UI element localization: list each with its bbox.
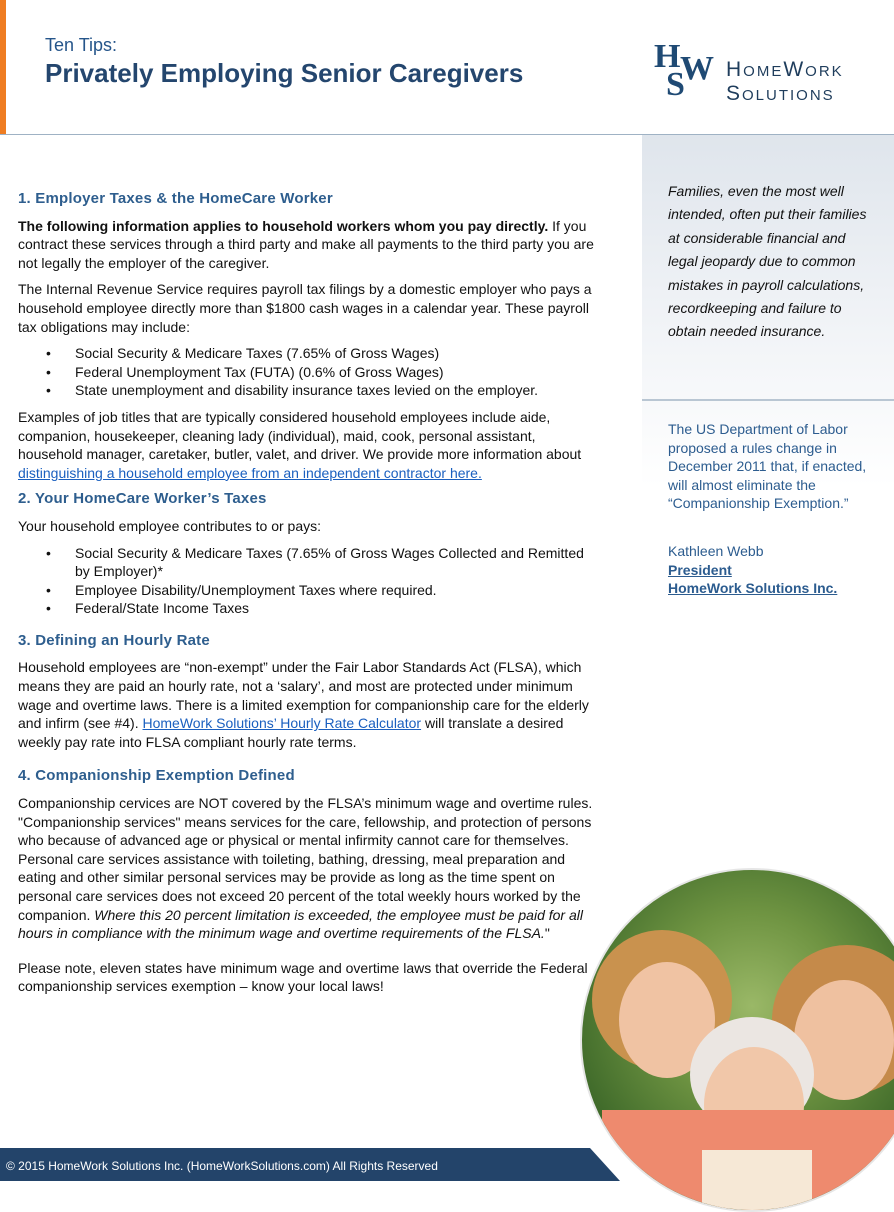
paragraph — [18, 794, 598, 943]
list-item: • Federal Unemployment Tax (FUTA) (0.6% of Gross Wages) — [18, 363, 598, 382]
paragraph — [18, 658, 598, 751]
paragraph-text: will translate a desired weekly pay rate into FLSA compliant hourly rate terms. — [18, 715, 564, 750]
paragraph — [18, 408, 598, 482]
sidebar-author-name: Kathleen Webb — [668, 543, 764, 559]
paragraph — [18, 217, 598, 273]
section-hourly-rate — [18, 632, 598, 752]
sidebar-quote: Families, even the most well intended, often put their families at considerable financial and legal jeopardy due to common mistakes in payroll calculations, recordkeeping and failure to obtain needed insurance. — [668, 183, 867, 340]
section-heading: 3. Defining an Hourly Rate — [18, 631, 210, 649]
paragraph-text: If you contract these services through a third party and make all payments to the third party you are not legally the employer of the caregiver. — [18, 217, 594, 271]
paragraph-text: Companionship cervices are NOT covered by the FLSA’s minimum wage and overtime rules. "Companionship services" means services for the care, fellowship, and protection of persons who because of advanced age or physical or mental infirmity cannot care for themselves. Personal care services assistance with toileting, bathing, dressing, meal preparation and eating and other similar personal services may be provide as long as the time spent on personal care services does not exceed 20 percent of the total weekly hours worked by the companion. — [18, 795, 593, 923]
section-heading: 1. Employer Taxes & the HomeCare Worker — [18, 190, 333, 207]
italic-text: Where this 20 percent limitation is exceeded, the employee must be paid for all hours in compliance with the minimum wage and overtime requirements of the FLSA. — [18, 906, 583, 942]
list-item: • Social Security & Medicare Taxes (7.65% of Gross Wages) — [18, 344, 598, 363]
paragraph-text: Household employees are “non-exempt” under the Fair Labor Standards Act (FLSA), which means they are paid an hourly rate, not a ‘salary’, and most are protected under minimum wage and overtime laws. There is a limited exemption for companionship care for the elderly and infirm (see #4). — [18, 659, 589, 732]
contractor-info-link[interactable]: distinguishing a household employee from an independent contractor here. — [18, 464, 482, 481]
bullet-list — [18, 544, 598, 618]
section-heading: 4. Companionship Exemption Defined — [18, 767, 295, 785]
seniors-photo — [580, 868, 894, 1212]
main-content — [18, 190, 598, 1004]
copyright-text: © 2015 HomeWork Solutions Inc. (HomeWorkSolutions.com) All Rights Reserved — [6, 1159, 438, 1173]
logo-letter-w: W — [680, 50, 714, 87]
orange-accent-bar — [0, 0, 6, 134]
paragraph-text: Examples of job titles that are typically considered household employees include aide, companion, housekeeper, cleaning lady (individual), maid, cook, personal assistant, household manager, caretaker, butler, valet, and driver. We provide more information about — [18, 408, 582, 463]
paragraph: Your household employee contributes to or pays: — [18, 517, 322, 534]
logo-line-2: Solutions — [726, 82, 835, 105]
list-item: • Employee Disability/Unemployment Taxes where required. — [18, 581, 598, 600]
sidebar-author-role[interactable]: President — [668, 562, 732, 578]
homework-solutions-logo — [652, 40, 872, 104]
sidebar-author-company[interactable]: HomeWork Solutions Inc. — [668, 580, 838, 596]
logo-wordmark — [726, 58, 844, 106]
sidebar-note: The US Department of Labor proposed a rules change in December 2011 that, if enacted, will almost eliminate the “Companionship Exemption.” — [668, 421, 867, 512]
paragraph: The Internal Revenue Service requires payroll tax filings by a domestic employer who pays a household employee directly more than $1800 cash wages in a calendar year. These payroll tax obligations may include: — [18, 281, 592, 335]
page-title: Privately Employing Senior Caregivers — [45, 58, 524, 88]
section-employer-taxes — [18, 190, 598, 482]
logo-letter-h: H — [654, 38, 681, 75]
bold-lead: The following information applies to household workers whom you pay directly. — [18, 217, 549, 234]
photo-illustration — [582, 870, 894, 1210]
page-subtitle: Ten Tips: — [45, 35, 118, 55]
paragraph-text: " — [544, 925, 550, 942]
list-item: • Federal/State Income Taxes — [18, 599, 598, 618]
list-item: • Social Security & Medicare Taxes (7.65% of Gross Wages Collected and Remitted by Employer)* — [18, 544, 598, 581]
logo-monogram — [652, 40, 716, 104]
list-item: • State unemployment and disability insurance taxes levied on the employer. — [18, 381, 598, 400]
section-worker-taxes — [18, 490, 598, 618]
section-companionship — [18, 767, 598, 996]
section-heading: 2. Your HomeCare Worker’s Taxes — [18, 490, 267, 508]
bullet-list — [18, 344, 598, 400]
sidebar-divider — [642, 399, 894, 401]
logo-line-1: HomeWork — [726, 58, 844, 81]
logo-letter-s: S — [666, 66, 685, 103]
hourly-rate-calculator-link[interactable]: HomeWork Solutions’ Hourly Rate Calculator — [142, 715, 422, 732]
paragraph: Please note, eleven states have minimum wage and overtime laws that override the Federal companionship services exemption – know your local laws! — [18, 959, 588, 995]
